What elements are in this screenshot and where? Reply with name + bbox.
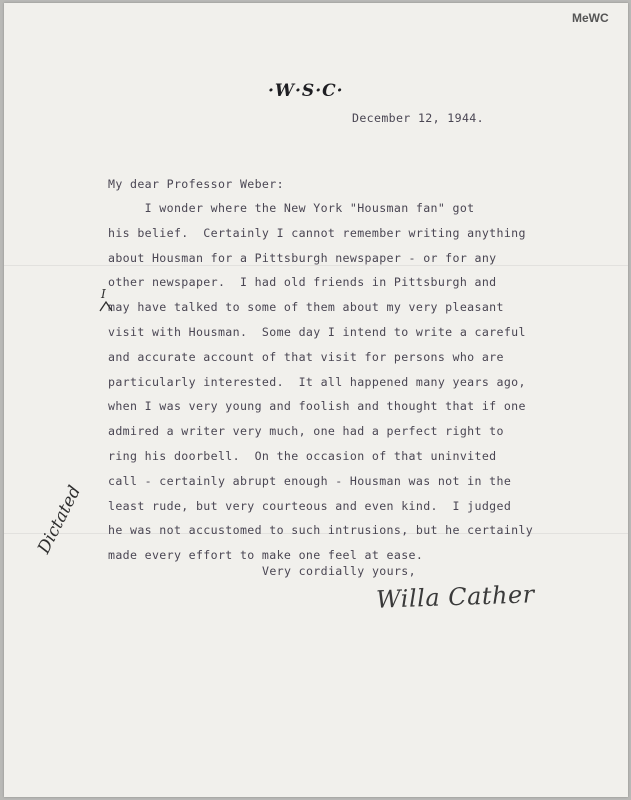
- body-line: admired a writer very much, one had a perfect right to: [108, 424, 504, 439]
- fold-line: [4, 265, 628, 266]
- body-line: particularly interested. It all happened many years ago,: [108, 374, 526, 389]
- handwritten-insertion-mark: [97, 287, 117, 313]
- body-line: I wonder where the New York "Housman fan" got: [108, 201, 475, 215]
- body-line: may have talked to some of them about my very pleasant: [108, 300, 504, 315]
- body-line: and accurate account of that visit for persons who are: [108, 349, 504, 364]
- body-line: call - certainly abrupt enough - Housman was not in the: [108, 473, 512, 488]
- body-line: about Housman for a Pittsburgh newspaper - or for any: [108, 250, 497, 265]
- body-line: made every effort to make one feel at ease.: [108, 548, 424, 563]
- caret-icon: [100, 302, 112, 311]
- letter-page: [4, 3, 628, 797]
- letterhead-monogram: ·W·S·C·: [268, 81, 344, 101]
- handwritten-margin-note: Dictated: [34, 482, 86, 558]
- handwritten-signature: Willa Cather: [375, 580, 536, 614]
- body-line: when I was very young and foolish and thought that if one: [108, 399, 526, 414]
- letter-date: December 12, 1944.: [352, 111, 484, 125]
- body-line: his belief. Certainly I cannot remember writing anything: [108, 225, 526, 240]
- body-line: least rude, but very courteous and even kind. I judged: [108, 498, 512, 513]
- closing: Very cordially yours,: [262, 564, 416, 578]
- insertion-letter: I: [101, 287, 106, 301]
- archive-tag: MeWC: [572, 11, 609, 25]
- salutation: My dear Professor Weber:: [108, 177, 284, 191]
- body-line: visit with Housman. Some day I intend to write a careful: [108, 325, 526, 339]
- body-line: other newspaper. I had old friends in Pittsburgh and: [108, 275, 497, 290]
- body-line: ring his doorbell. On the occasion of that uninvited: [108, 449, 497, 463]
- body-line: he was not accustomed to such intrusions, but he certainly: [108, 523, 534, 538]
